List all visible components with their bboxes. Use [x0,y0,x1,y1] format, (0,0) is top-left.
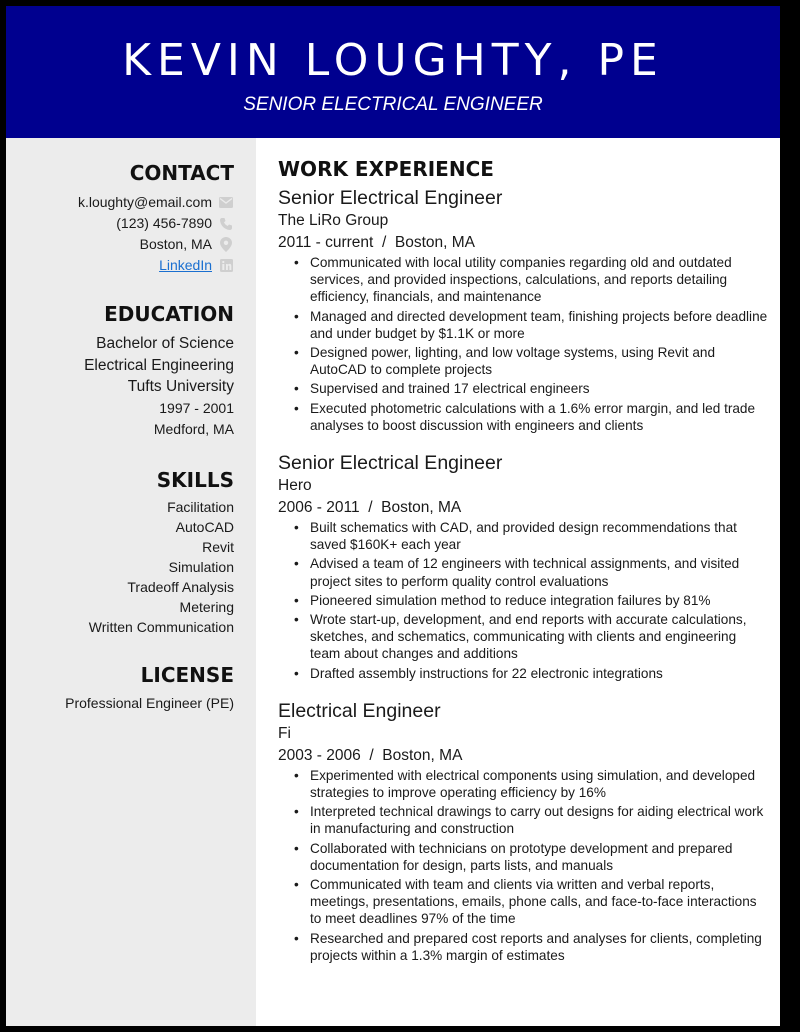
resume-page [6,6,780,1026]
skill-item: Revit [202,538,234,555]
education-heading: EDUCATION [104,302,234,326]
job-location: Boston, MA [381,499,462,517]
skills-heading: SKILLS [156,467,234,492]
skill-item: Simulation [168,558,234,575]
job-meta: 2003 - 2006 / Boston, MA [278,746,463,764]
skills-list [14,497,234,637]
resume-header [6,6,780,138]
job-bullet: • Researched and prepared cost reports and analyses for clients, completing projects within a 1.3% margin of estimates [310,930,768,964]
phone-text: (123) 456-7890 [116,215,212,231]
candidate-name: KEVIN LOUGHTY, PE [122,35,664,86]
contact-location [14,234,234,255]
skill-item: Tradeoff Analysis [127,578,234,595]
license-item: Professional Engineer (PE) [65,694,234,711]
work-experience-section [278,156,768,966]
job-dates: 2011 - current [278,234,374,251]
job-dates: 2006 - 2011 [278,499,360,517]
education-degree: Bachelor of Science [96,335,234,352]
job-title: Senior Electrical Engineer [278,452,503,475]
job-meta: 2006 - 2011 / Boston, MA [278,499,462,517]
job-bullet: • Pioneered simulation method to reduce integration failures by 81% [310,592,768,609]
job-company: Fi [278,724,291,742]
work-experience-heading: WORK EXPERIENCE [278,157,494,181]
linkedin-icon [218,258,234,274]
job-entry [278,699,768,964]
job-bullet: • Experimented with electrical components using simulation, and developed strategies to improve operating efficiency by 16% [310,767,768,801]
education-location: Medford, MA [153,421,234,437]
job-bullet: • Interpreted technical drawings to carry out designs for aiding electrical work in manufacturing and construction [310,803,768,837]
job-company: The LiRo Group [278,212,389,229]
job-bullets [278,767,768,964]
skill-item: Facilitation [167,498,234,515]
contact-email [14,192,234,213]
skill-item: Written Communication [88,618,234,635]
contact-linkedin [14,255,234,276]
job-bullet: • Supervised and trained 17 electrical engineers [310,380,768,397]
job-bullets [278,519,768,682]
job-bullets [278,254,768,434]
skill-item: AutoCAD [175,518,234,535]
job-bullet: • Drafted assembly instructions for 22 electronic integrations [310,665,768,682]
education-school: Tufts University [127,378,234,395]
education-years: 1997 - 2001 [159,399,234,416]
job-bullet: • Collaborated with technicians on prototype development and prepared documentation for design, parts lists, and manuals [310,840,768,874]
sidebar [6,138,256,1026]
envelope-icon [218,195,234,211]
job-meta: 2011 - current / Boston, MA [278,234,476,251]
skill-item: Metering [179,598,234,615]
contact-phone [14,213,234,234]
job-location: Boston, MA [394,234,476,251]
job-bullet: • Designed power, lighting, and low voltage systems, using Revit and AutoCAD to complete projects [310,344,768,378]
phone-icon [218,216,234,232]
job-title: Senior Electrical Engineer [278,187,503,209]
job-entry [278,451,768,682]
job-title: Electrical Engineer [278,699,441,722]
job-bullet: • Advised a team of 12 engineers with technical assignments, and visited project sites to perform quality control evaluations [310,555,768,589]
contact-heading: CONTACT [129,161,234,185]
job-bullet: • Wrote start-up, development, and end reports with accurate calculations, sketches, and schematics, communicating with clients and engineering team about changes and additions [310,611,768,663]
job-bullet: • Managed and directed development team, finishing projects before deadline and under budget by $1.1K or more [310,308,768,342]
education-major: Electrical Engineering [84,356,234,374]
candidate-title: SENIOR ELECTRICAL ENGINEER [243,94,543,115]
linkedin-link[interactable]: LinkedIn [159,257,212,273]
email-text: k.loughty@email.com [77,194,212,210]
job-location: Boston, MA [382,746,463,764]
location-text: Boston, MA [139,236,212,252]
job-company: Hero [278,477,312,495]
license-heading: LICENSE [140,662,234,687]
job-bullet: • Communicated with local utility companies regarding old and outdated services, and provided inspections, calculations, and reports detailing efficiency, financials, and maintenance [310,254,768,306]
job-bullet: • Executed photometric calculations with a 1.6% error margin, and led trade analyses to boost discussion with engineers and clients [310,400,768,434]
map-pin-icon [218,237,234,253]
job-bullet: • Communicated with team and clients via written and verbal reports, meetings, presentations, emails, phone calls, and face-to-face interactions to meet deadlines 97% of the time [310,876,768,928]
job-dates: 2003 - 2006 [278,746,361,764]
job-entry [278,186,768,434]
job-bullet: • Built schematics with CAD, and provided design recommendations that saved $160K+ each year [310,519,768,553]
